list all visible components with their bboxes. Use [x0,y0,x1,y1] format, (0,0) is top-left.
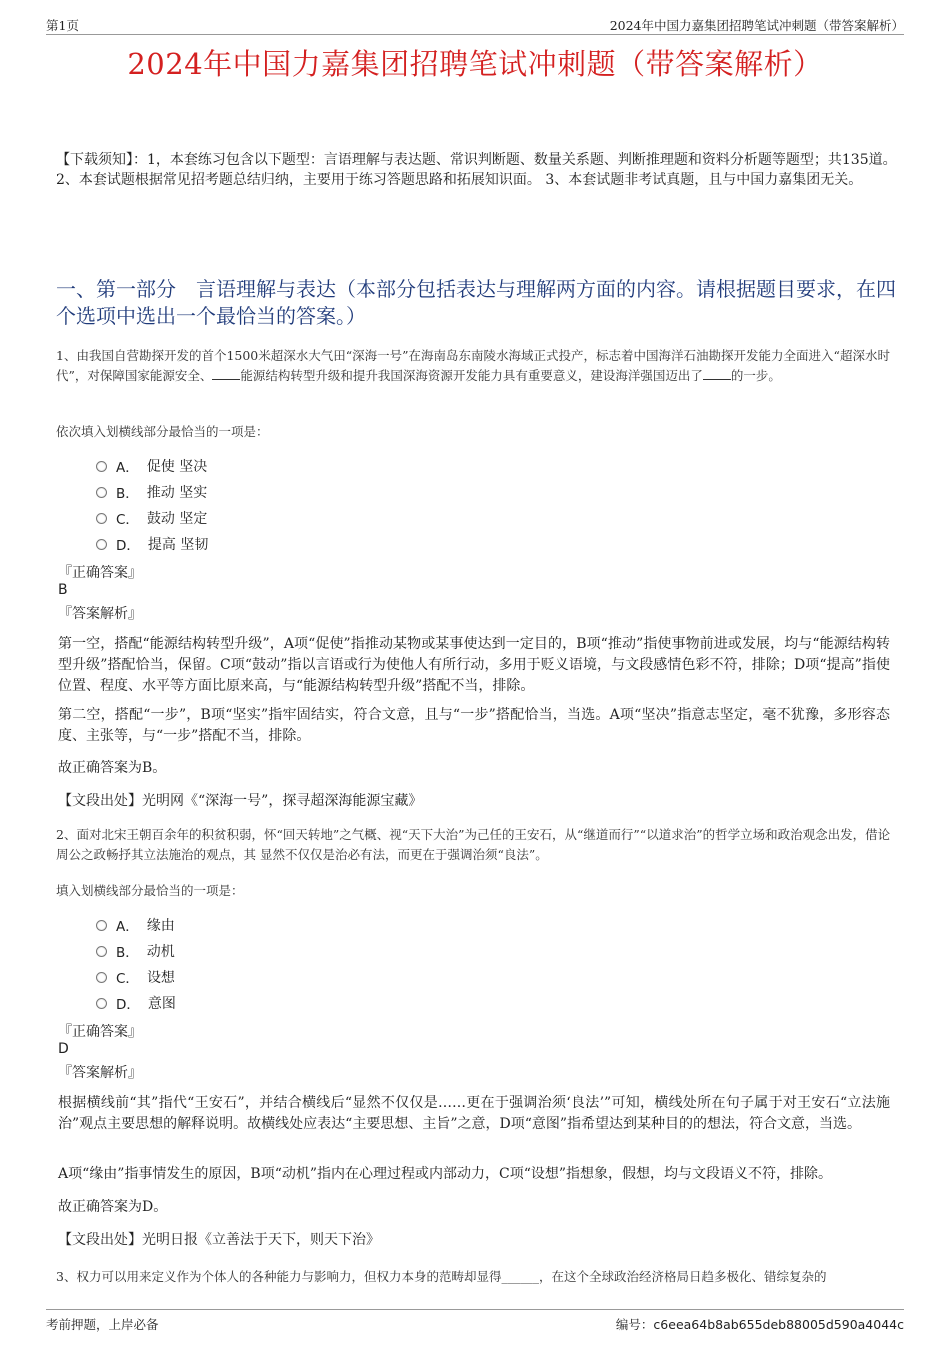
analysis-paragraph: 第二空，搭配“一步”，B项“坚实”指牢固结实，符合文意，且与“一步”搭配恰当，当选。A项“坚决”指意志坚定，毫不犹豫，多形容态度、主张等，与“一步”搭配不当，排除。 [58,707,890,744]
option-c[interactable]: C． 鼓动 坚定 [96,505,208,531]
radio-icon[interactable] [96,487,107,498]
option-a[interactable]: A． 促使 坚决 [96,453,208,479]
radio-icon[interactable] [96,513,107,524]
blank-1 [212,367,240,380]
question-1-prompt: 依次填入划横线部分最恰当的一项是： [56,424,269,439]
question-2-prompt: 填入划横线部分最恰当的一项是： [56,883,244,898]
page-number: 第1页 [46,18,79,33]
radio-icon[interactable] [96,946,107,957]
document-title: 2024年中国力嘉集团招聘笔试冲刺题（带答案解析） [127,47,823,81]
correct-answer-label: 『正确答案』 [58,565,142,581]
footer-slogan: 考前押题，上岸必备 [46,1317,159,1332]
radio-icon[interactable] [96,998,107,1009]
radio-icon[interactable] [96,461,107,472]
option-b[interactable]: B． 动机 [96,938,176,964]
analysis-paragraph: 第一空，搭配“能源结构转型升级”，A项“促使”指推动某物或某事使达到一定目的，B项“推动”指使事物前进或发展，均与“能源结构转型升级”搭配恰当，保留。C项“鼓动”指以言语或行为使他人有所行动，多用于贬义语境，与文段感情色彩不符，排除；D项“提高”指使位置、程度、水平等方面比原来高，与“能源结构转型升级”搭配不当，排除。 [58,636,890,694]
header-doc-title: 2024年中国力嘉集团招聘笔试冲刺题（带答案解析） [609,18,904,33]
option-a[interactable]: A． 缘由 [96,912,176,938]
answer-conclusion: 故正确答案为B。 [58,760,167,776]
blank-2 [703,367,731,380]
download-notice: 【下载须知】：1，本套练习包含以下题型：言语理解与表达题、常识判断题、数量关系题、判断推理题和资料分析题等题型；共135道。 2、本套试题根据常见招考题总结归纳，主要用于练习答题思路和拓展知识面。 3、本套试题非考试真题，且与中国力嘉集团无关。 [56,152,897,188]
correct-answer-value: D [58,1041,69,1057]
option-d[interactable]: D． 提高 坚韧 [96,531,208,557]
question-1-options [96,453,208,557]
radio-icon[interactable] [96,972,107,983]
source-citation: 【文段出处】光明日报《立善法于天下，则天下治》 [58,1232,380,1248]
question-2-options [96,912,176,1016]
analysis-paragraph: 根据横线前“其”指代“王安石”，并结合横线后“显然不仅仅是……更在于强调治须‘良法’”可知，横线处所在句子属于对王安石“立法施治”观点主要思想的解释说明。故横线处应表达“主要思想、主旨”之意，D项“意图”指希望达到某种目的的想法，符合文意，当选。 [58,1095,890,1132]
option-b[interactable]: B． 推动 坚实 [96,479,208,505]
analysis-paragraph: A项“缘由”指事情发生的原因，B项“动机”指内在心理过程或内部动力，C项“设想”指想象，假想，均与文段语义不符，排除。 [58,1166,833,1182]
footer-code: 编号：c6eea64b8ab655deb88005d590a4044c [615,1317,904,1332]
option-c[interactable]: C． 设想 [96,964,176,990]
question-3-stem: 3、权力可以用来定义作为个体人的各种能力与影响力，但权力本身的范畴却显得______，在这个全球政治经济格局日趋多极化、错综复杂的 [56,1269,827,1284]
source-citation: 【文段出处】光明网《“深海一号”，探寻超深海能源宝藏》 [58,793,423,809]
section-heading: 一、第一部分 言语理解与表达（本部分包括表达与理解两方面的内容。请根据题目要求，在四个选项中选出一个最恰当的答案。） [56,277,896,328]
question-2-stem: 2、面对北宋王朝百余年的积贫积弱，怀“回天转地”之气概、视“天下大治”为己任的王安石，从“继道而行”“以道求治”的哲学立场和政治观念出发，借论周公之政畅抒其立法施治的观点，其 显然不仅仅是治必有法，而更在于强调治须“良法”。 [56,827,891,862]
radio-icon[interactable] [96,539,107,550]
correct-answer-value: B [58,582,68,598]
answer-conclusion: 故正确答案为D。 [58,1199,168,1215]
analysis-label: 『答案解析』 [58,1065,142,1081]
analysis-label: 『答案解析』 [58,606,142,622]
option-d[interactable]: D． 意图 [96,990,176,1016]
page-header [46,14,904,35]
question-1-stem: 1、由我国自营勘探开发的首个1500米超深水大气田“深海一号”在海南岛东南陵水海域正式投产，标志着中国海洋石油勘探开发能力全面进入“超深水时代”，对保障国家能源安全、 能源结构转型升级和提升我国深海资源开发能力具有重要意义，建设海洋强国迈出了 的一步。 [56,348,890,383]
correct-answer-label: 『正确答案』 [58,1024,142,1040]
page-footer [46,1309,904,1334]
radio-icon[interactable] [96,920,107,931]
